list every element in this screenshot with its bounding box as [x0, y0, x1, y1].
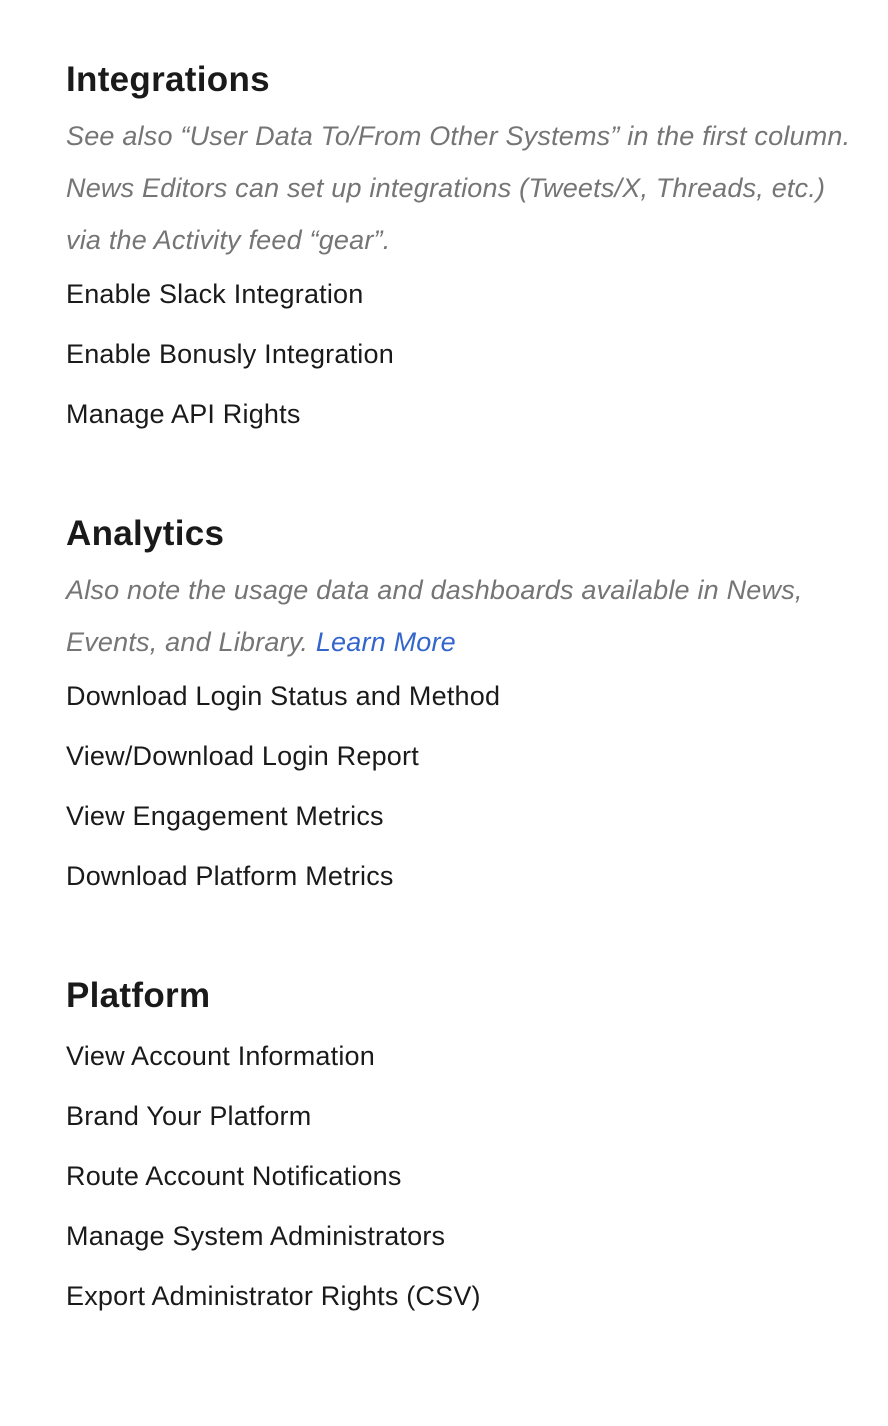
manage-api-rights-link[interactable]: Manage API Rights: [66, 399, 301, 429]
enable-bonusly-integration-link[interactable]: Enable Bonusly Integration: [66, 339, 394, 369]
enable-slack-integration-link[interactable]: Enable Slack Integration: [66, 279, 364, 309]
view-account-information-link[interactable]: View Account Information: [66, 1041, 375, 1071]
platform-link-list: [66, 1026, 868, 1326]
manage-system-administrators-link[interactable]: Manage System Administrators: [66, 1221, 446, 1251]
integrations-link-list: [66, 264, 868, 444]
analytics-heading: Analytics: [66, 514, 225, 553]
platform-section: [66, 974, 868, 1326]
platform-heading: Platform: [66, 976, 211, 1015]
integrations-heading: Integrations: [66, 60, 270, 99]
integrations-note: See also “User Data To/From Other Systems” in the first column. News Editors can set up integrations (Tweets/X, Threads, etc.) via the Activity feed “gear”.: [66, 121, 851, 255]
export-administrator-rights-link[interactable]: Export Administrator Rights (CSV): [66, 1281, 481, 1311]
learn-more-link[interactable]: Learn More: [315, 627, 456, 657]
view-engagement-metrics-link[interactable]: View Engagement Metrics: [66, 801, 384, 831]
download-login-status-link[interactable]: Download Login Status and Method: [66, 681, 501, 711]
download-platform-metrics-link[interactable]: Download Platform Metrics: [66, 861, 394, 891]
analytics-section: [66, 512, 868, 906]
analytics-note-text: Also note the usage data and dashboards available in News, Events, and Library.: [66, 575, 803, 657]
brand-your-platform-link[interactable]: Brand Your Platform: [66, 1101, 312, 1131]
integrations-section: [66, 58, 868, 444]
view-download-login-report-link[interactable]: View/Download Login Report: [66, 741, 419, 771]
route-account-notifications-link[interactable]: Route Account Notifications: [66, 1161, 402, 1191]
analytics-link-list: [66, 666, 868, 906]
analytics-note: [66, 564, 868, 668]
